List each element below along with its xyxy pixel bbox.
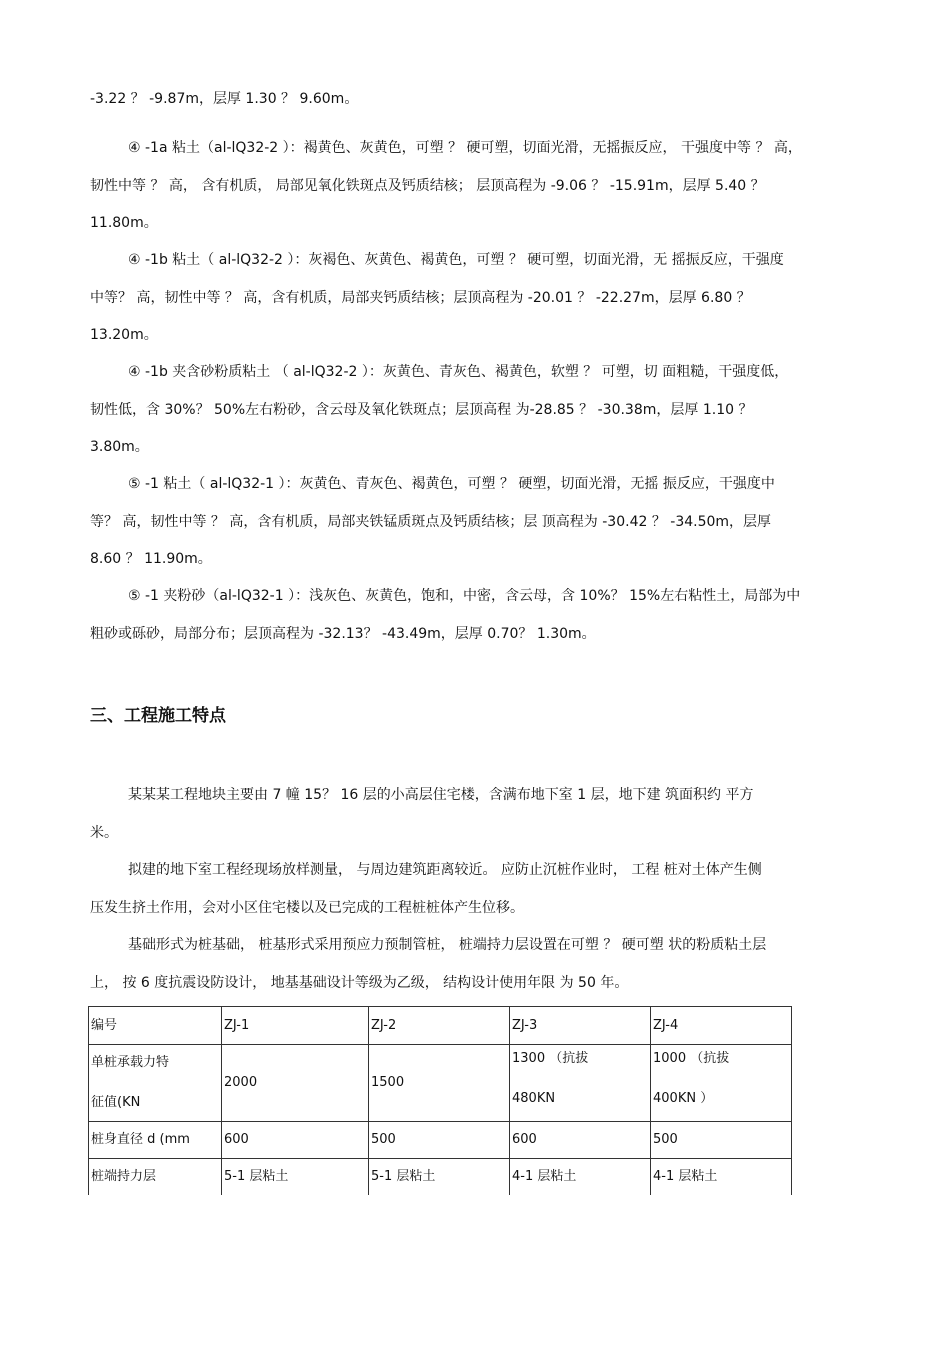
text-line: ④ -1b 粘土（ al-lQ32-2 ）：灰褐色、灰黄色、褐黄色，可塑 ？ 硬可塑，切面光滑，无 摇振反应，干强度 bbox=[128, 252, 784, 268]
cell-text: 1300 （抗拔 bbox=[512, 1051, 589, 1066]
text-line: 拟建的地下室工程经现场放样测量， 与周边建筑距离较近。 应防止沉桩作业时， 工程 桩对土体产生侧 bbox=[128, 862, 762, 878]
table-cell: 编号 bbox=[89, 1007, 222, 1045]
section-heading: 三、工程施工特点 bbox=[90, 706, 226, 726]
table-row bbox=[89, 1159, 792, 1196]
text-line: -3.22 ？ -9.87m，层厚 1.30 ？ 9.60m。 bbox=[90, 91, 359, 107]
text-line: 基础形式为桩基础， 桩基形式采用预应力预制管桩， 桩端持力层设置在可塑 ？ 硬可塑 状的粉质粘土层 bbox=[128, 937, 767, 953]
table-cell: ZJ-4 bbox=[651, 1007, 792, 1045]
text-line: 13.20m。 bbox=[90, 327, 158, 343]
table-cell: 2000 bbox=[222, 1045, 369, 1122]
paragraph-project-overview bbox=[90, 777, 860, 852]
table-cell: 4-1 层粘土 bbox=[651, 1159, 792, 1196]
text-line: 11.80m。 bbox=[90, 215, 158, 231]
table-cell: 4-1 层粘土 bbox=[510, 1159, 651, 1196]
text-line: ⑤ -1 粘土（ al-lQ32-1 ）：灰黄色、青灰色、褐黄色，可塑 ？ 硬塑，切面光滑，无摇 振反应，干强度中 bbox=[128, 476, 775, 492]
text-line: 上， 按 6 度抗震设防设计， 地基基础设计等级为乙级， 结构设计使用年限 为 50 年。 bbox=[90, 974, 629, 991]
cell-text: 400KN ） bbox=[653, 1091, 714, 1106]
paragraph-layer-4-1a bbox=[90, 130, 860, 243]
cell-text: 480KN bbox=[512, 1091, 556, 1106]
paragraph-layer-continued bbox=[90, 81, 860, 119]
table-cell: 5-1 层粘土 bbox=[222, 1159, 369, 1196]
table-cell: ZJ-3 bbox=[510, 1007, 651, 1045]
paragraph-foundation bbox=[90, 927, 860, 1002]
table-cell bbox=[89, 1045, 222, 1122]
text-line: 韧性低，含 30%？ 50%左右粉砂，含云母及氧化铁斑点；层顶高程 为-28.85 ？ -30.38m，层厚 1.10 ？ bbox=[90, 401, 753, 418]
table-row bbox=[89, 1122, 792, 1159]
table-cell bbox=[510, 1045, 651, 1122]
table-cell: ZJ-1 bbox=[222, 1007, 369, 1045]
paragraph-layer-5-1-silt bbox=[90, 578, 860, 653]
table-cell: 桩端持力层 bbox=[89, 1159, 222, 1196]
table-cell: 500 bbox=[369, 1122, 510, 1159]
table-cell: 600 bbox=[510, 1122, 651, 1159]
cell-text: 单桩承载力特 bbox=[91, 1055, 170, 1070]
cell-text: 1000 （抗拔 bbox=[653, 1051, 730, 1066]
table-cell: 5-1 层粘土 bbox=[369, 1159, 510, 1196]
paragraph-site-conditions bbox=[90, 852, 860, 927]
pile-spec-table bbox=[88, 1006, 792, 1195]
paragraph-layer-4-1b bbox=[90, 242, 860, 355]
text-line: ⑤ -1 夹粉砂（al-lQ32-1 ）：浅灰色、灰黄色，饱和，中密，含云母，含 10%？ 15%左右粘性土，局部为中 bbox=[128, 588, 801, 604]
cell-text: 征值(KN bbox=[91, 1095, 141, 1110]
text-line: 压发生挤土作用，会对小区住宅楼以及已完成的工程桩桩体产生位移。 bbox=[90, 899, 524, 916]
text-line: ④ -1b 夹含砂粉质粘土 （ al-lQ32-2 ）：灰黄色、青灰色、褐黄色，软塑 ？ 可塑，切 面粗糙，干强度低， bbox=[128, 364, 789, 380]
text-line: 8.60 ？ 11.90m。 bbox=[90, 551, 212, 567]
table-header-row bbox=[89, 1007, 792, 1045]
table-cell: ZJ-2 bbox=[369, 1007, 510, 1045]
text-line: 韧性中等 ？ 高， 含有机质， 局部见氧化铁斑点及钙质结核； 层顶高程为 -9.06 ？ -15.91m，层厚 5.40 ？ bbox=[90, 177, 765, 194]
table-cell: 桩身直径 d (mm bbox=[89, 1122, 222, 1159]
text-line: 等？ 高，韧性中等 ？ 高，含有机质，局部夹铁锰质斑点及钙质结核；层 顶高程为 -30.42 ？ -34.50m，层厚 bbox=[90, 513, 772, 530]
text-line: 米。 bbox=[90, 824, 118, 841]
text-line: 中等？ 高，韧性中等 ？ 高，含有机质，局部夹钙质结核；层顶高程为 -20.01 ？ -22.27m，层厚 6.80 ？ bbox=[90, 289, 751, 306]
paragraph-layer-4-1b-sandy bbox=[90, 354, 860, 467]
paragraph-layer-5-1 bbox=[90, 466, 860, 579]
table-cell: 600 bbox=[222, 1122, 369, 1159]
text-line: 3.80m。 bbox=[90, 439, 149, 455]
text-line: ④ -1a 粘土（al-lQ32-2 ）：褐黄色、灰黄色，可塑 ？ 硬可塑，切面光滑，无摇振反应， 干强度中等 ？ 高， bbox=[128, 140, 802, 156]
text-line: 某某某工程地块主要由 7 幢 15？ 16 层的小高层住宅楼，含满布地下室 1 层，地下建 筑面积约 平方 bbox=[128, 787, 754, 803]
table-cell bbox=[651, 1045, 792, 1122]
table-cell: 500 bbox=[651, 1122, 792, 1159]
table-cell: 1500 bbox=[369, 1045, 510, 1122]
table-row bbox=[89, 1045, 792, 1122]
text-line: 粗砂或砾砂，局部分布；层顶高程为 -32.13？ -43.49m，层厚 0.70？ 1.30m。 bbox=[90, 625, 596, 642]
